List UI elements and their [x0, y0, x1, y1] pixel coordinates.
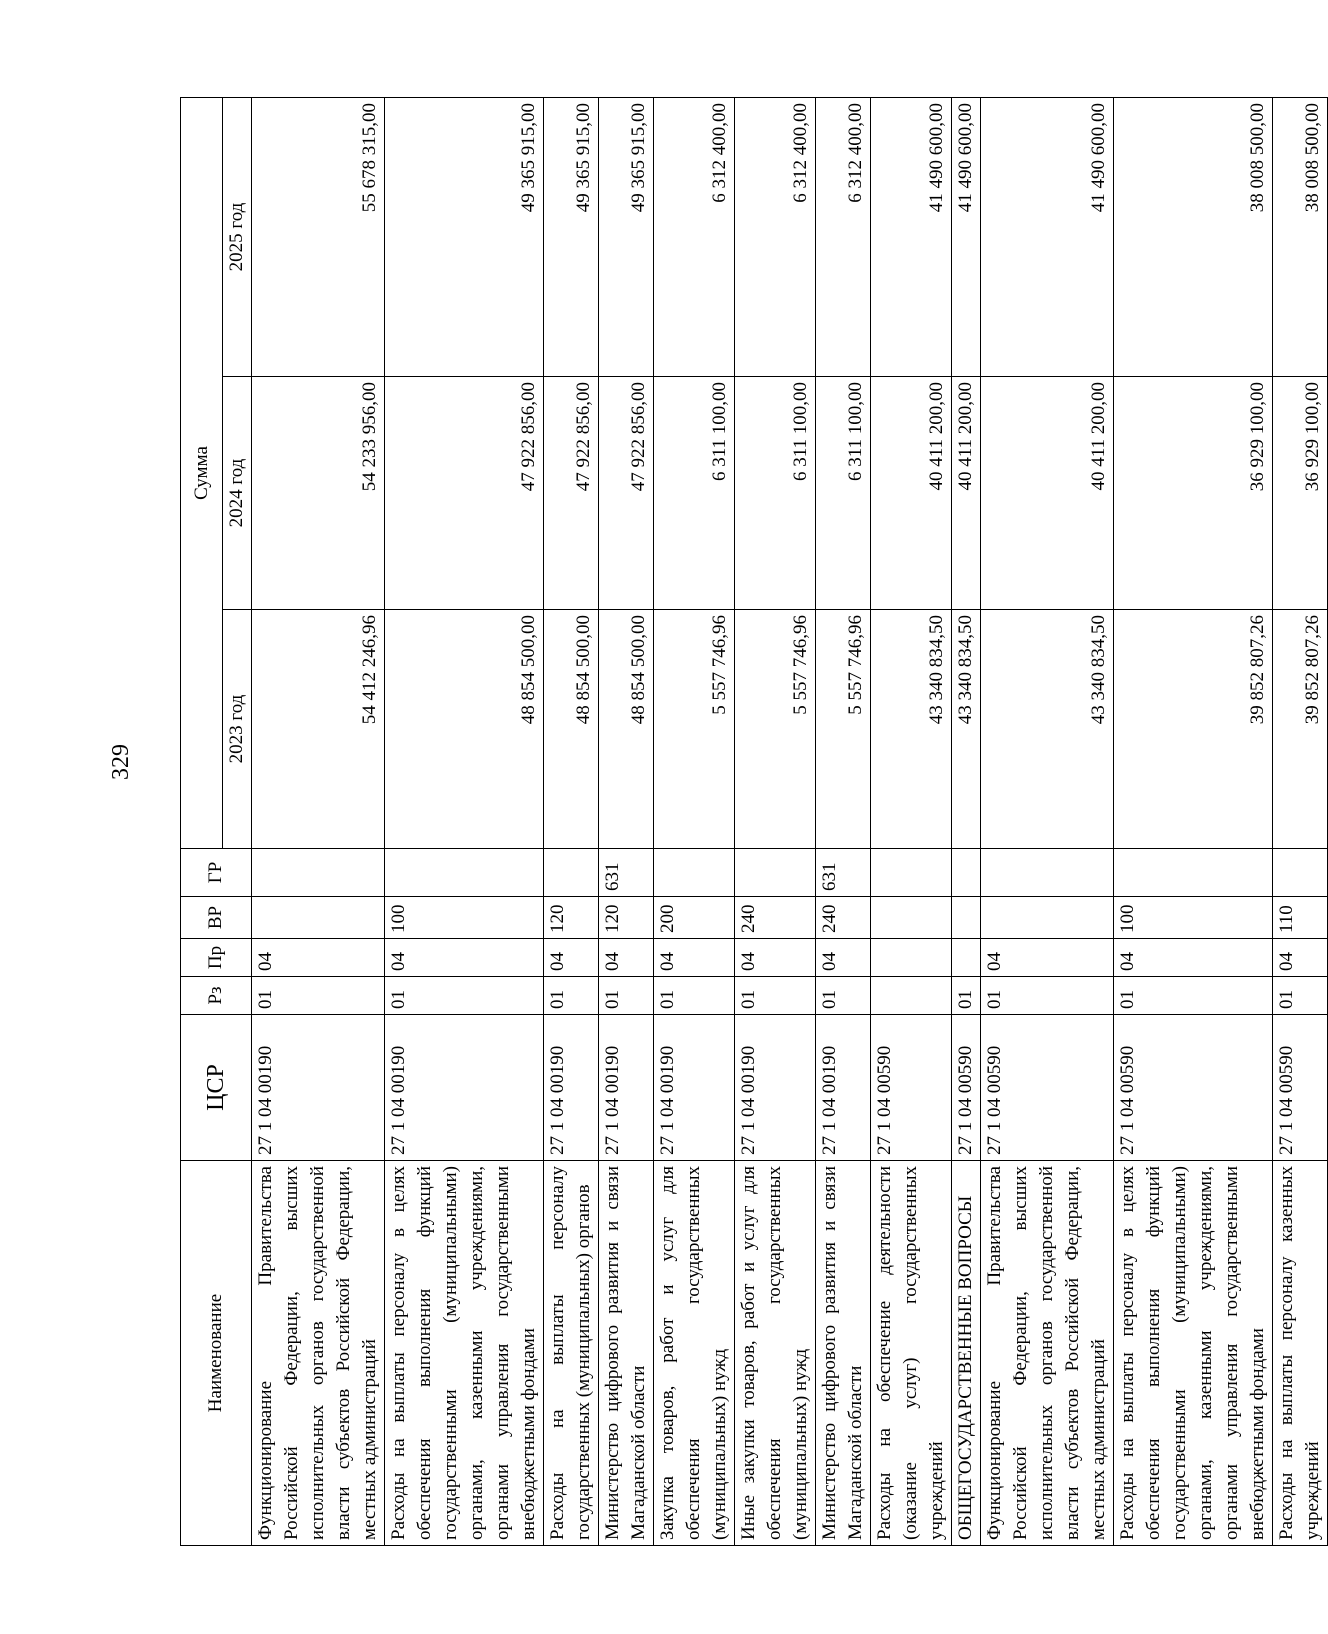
cell-2024: 47 922 856,00: [599, 377, 654, 610]
cell-2024: 40 411 200,00: [952, 377, 981, 610]
cell-2025: 41 490 600,00: [952, 97, 981, 376]
cell-csr: 27 1 04 00190: [385, 1015, 544, 1161]
cell-2025: 55 678 315,00: [252, 97, 385, 376]
cell-csr: 27 1 04 00590: [952, 1015, 981, 1161]
cell-rz: 01: [952, 977, 981, 1015]
cell-pr: [871, 939, 952, 977]
cell-2023: 48 854 500,00: [544, 610, 599, 849]
cell-csr: 27 1 04 00590: [981, 1015, 1114, 1161]
cell-csr: 27 1 04 00190: [252, 1015, 385, 1161]
cell-2023: 43 340 834,50: [981, 610, 1114, 849]
table-row: [871, 97, 952, 1545]
cell-vr: 120: [599, 897, 654, 939]
cell-gr: [1114, 849, 1273, 897]
cell-2024: 47 922 856,00: [385, 377, 544, 610]
cell-name: Функционирование Правительства Российской Федерации, высших исполнительных органов государственной власти субъектов Российской Федерации, местных администраций: [252, 1161, 385, 1546]
cell-csr: 27 1 04 00590: [1114, 1015, 1273, 1161]
table-row: [544, 97, 599, 1545]
cell-vr: 200: [654, 897, 735, 939]
header-rz: Рз: [181, 977, 252, 1015]
cell-vr: 110: [1273, 897, 1328, 939]
page-number: 329: [108, 744, 134, 780]
cell-gr: [385, 849, 544, 897]
cell-2024: 47 922 856,00: [544, 377, 599, 610]
cell-rz: 01: [654, 977, 735, 1015]
cell-2024: 54 233 956,00: [252, 377, 385, 610]
header-csr: ЦСР: [181, 1015, 252, 1161]
table-row: [981, 97, 1114, 1545]
cell-pr: 04: [1114, 939, 1273, 977]
cell-gr: [654, 849, 735, 897]
table-row: [654, 97, 735, 1545]
header-pr: Пр: [181, 939, 252, 977]
cell-gr: [981, 849, 1114, 897]
cell-gr: 631: [816, 849, 871, 897]
cell-2025: 49 365 915,00: [599, 97, 654, 376]
cell-pr: 04: [385, 939, 544, 977]
table-row: [952, 97, 981, 1545]
cell-rz: 01: [1273, 977, 1328, 1015]
cell-csr: 27 1 04 00190: [654, 1015, 735, 1161]
cell-rz: 01: [252, 977, 385, 1015]
table-body: [252, 97, 1328, 1545]
cell-name: Расходы на выплаты персоналу в целях обеспечения выполнения функций государственными (муниципальными) органами, казенными учреждениями, органами управления государственными внебюджетными фондами: [385, 1161, 544, 1546]
cell-csr: 27 1 04 00190: [735, 1015, 816, 1161]
cell-vr: [981, 897, 1114, 939]
header-2024: 2024 год: [223, 377, 252, 610]
header-gr: ГР: [181, 849, 252, 897]
table-row: [735, 97, 816, 1545]
cell-rz: [871, 977, 952, 1015]
cell-2024: 6 311 100,00: [816, 377, 871, 610]
cell-2023: 43 340 834,50: [871, 610, 952, 849]
table-row: [1114, 97, 1273, 1545]
cell-rz: 01: [816, 977, 871, 1015]
cell-2025: 6 312 400,00: [735, 97, 816, 376]
cell-pr: 04: [1273, 939, 1328, 977]
cell-2025: 49 365 915,00: [544, 97, 599, 376]
cell-2025: 6 312 400,00: [654, 97, 735, 376]
cell-2023: 54 412 246,96: [252, 610, 385, 849]
cell-pr: 04: [981, 939, 1114, 977]
cell-name: ОБЩЕГОСУДАРСТВЕННЫЕ ВОПРОСЫ: [952, 1161, 981, 1546]
cell-gr: [252, 849, 385, 897]
cell-csr: 27 1 04 00190: [544, 1015, 599, 1161]
cell-name: Расходы на обеспечение деятельности (оказание услуг) государственных учреждений: [871, 1161, 952, 1546]
cell-pr: 04: [252, 939, 385, 977]
table-row: [816, 97, 871, 1545]
cell-name: Расходы на выплаты персоналу казенных учреждений: [1273, 1161, 1328, 1546]
cell-csr: 27 1 04 00590: [1273, 1015, 1328, 1161]
cell-2023: 39 852 807,26: [1273, 610, 1328, 849]
cell-pr: 04: [735, 939, 816, 977]
header-summa: Сумма: [181, 97, 223, 848]
cell-2023: 5 557 746,96: [735, 610, 816, 849]
table-row: [252, 97, 385, 1545]
cell-gr: [952, 849, 981, 897]
cell-name: Иные закупки товаров, работ и услуг для обеспечения государственных (муниципальных) нужд: [735, 1161, 816, 1546]
table-row: [385, 97, 544, 1545]
cell-2023: 39 852 807,26: [1114, 610, 1273, 849]
cell-vr: [252, 897, 385, 939]
cell-gr: 631: [599, 849, 654, 897]
cell-2024: 40 411 200,00: [871, 377, 952, 610]
cell-pr: 04: [816, 939, 871, 977]
cell-2024: 36 929 100,00: [1114, 377, 1273, 610]
cell-2023: 5 557 746,96: [654, 610, 735, 849]
table-row: [599, 97, 654, 1545]
cell-pr: 04: [599, 939, 654, 977]
cell-name: Функционирование Правительства Российской Федерации, высших исполнительных органов государственной власти субъектов Российской Федерации, местных администраций: [981, 1161, 1114, 1546]
cell-gr: [1273, 849, 1328, 897]
cell-csr: 27 1 04 00190: [816, 1015, 871, 1161]
cell-pr: 04: [544, 939, 599, 977]
cell-2023: 43 340 834,50: [952, 610, 981, 849]
header-2025: 2025 год: [223, 97, 252, 376]
cell-2025: 49 365 915,00: [385, 97, 544, 376]
cell-name: Закупка товаров, работ и услуг для обеспечения государственных (муниципальных) нужд: [654, 1161, 735, 1546]
cell-vr: [952, 897, 981, 939]
cell-name: Министерство цифрового развития и связи Магаданской области: [599, 1161, 654, 1546]
cell-2025: 41 490 600,00: [871, 97, 952, 376]
cell-2024: 36 929 100,00: [1273, 377, 1328, 610]
cell-gr: [544, 849, 599, 897]
cell-vr: 120: [544, 897, 599, 939]
cell-rz: 01: [735, 977, 816, 1015]
cell-vr: 100: [385, 897, 544, 939]
table-row: [1273, 97, 1328, 1545]
cell-2025: 41 490 600,00: [981, 97, 1114, 376]
cell-name: Министерство цифрового развития и связи Магаданской области: [816, 1161, 871, 1546]
cell-2023: 48 854 500,00: [599, 610, 654, 849]
cell-rz: 01: [385, 977, 544, 1015]
cell-2023: 48 854 500,00: [385, 610, 544, 849]
cell-2024: 6 311 100,00: [735, 377, 816, 610]
cell-2025: 6 312 400,00: [816, 97, 871, 376]
cell-name: Расходы на выплаты персоналу в целях обеспечения выполнения функций государственными (муниципальными) органами, казенными учреждениями, органами управления государственными внебюджетными фондами: [1114, 1161, 1273, 1546]
budget-table: [180, 97, 1328, 1546]
cell-csr: 27 1 04 00590: [871, 1015, 952, 1161]
cell-rz: 01: [599, 977, 654, 1015]
cell-2024: 40 411 200,00: [981, 377, 1114, 610]
cell-vr: 240: [816, 897, 871, 939]
header-2023: 2023 год: [223, 610, 252, 849]
cell-pr: 04: [654, 939, 735, 977]
budget-table-sheet: [180, 98, 1323, 1546]
cell-vr: 240: [735, 897, 816, 939]
header-vr: ВР: [181, 897, 252, 939]
cell-rz: 01: [981, 977, 1114, 1015]
cell-rz: 01: [1114, 977, 1273, 1015]
cell-vr: [871, 897, 952, 939]
cell-gr: [871, 849, 952, 897]
cell-2025: 38 008 500,00: [1114, 97, 1273, 376]
cell-vr: 100: [1114, 897, 1273, 939]
cell-gr: [735, 849, 816, 897]
header-name: Наименование: [181, 1161, 252, 1546]
cell-2023: 5 557 746,96: [816, 610, 871, 849]
cell-rz: 01: [544, 977, 599, 1015]
cell-name: Расходы на выплаты персоналу государственных (муниципальных) органов: [544, 1161, 599, 1546]
cell-pr: [952, 939, 981, 977]
cell-csr: 27 1 04 00190: [599, 1015, 654, 1161]
cell-2025: 38 008 500,00: [1273, 97, 1328, 376]
cell-2024: 6 311 100,00: [654, 377, 735, 610]
